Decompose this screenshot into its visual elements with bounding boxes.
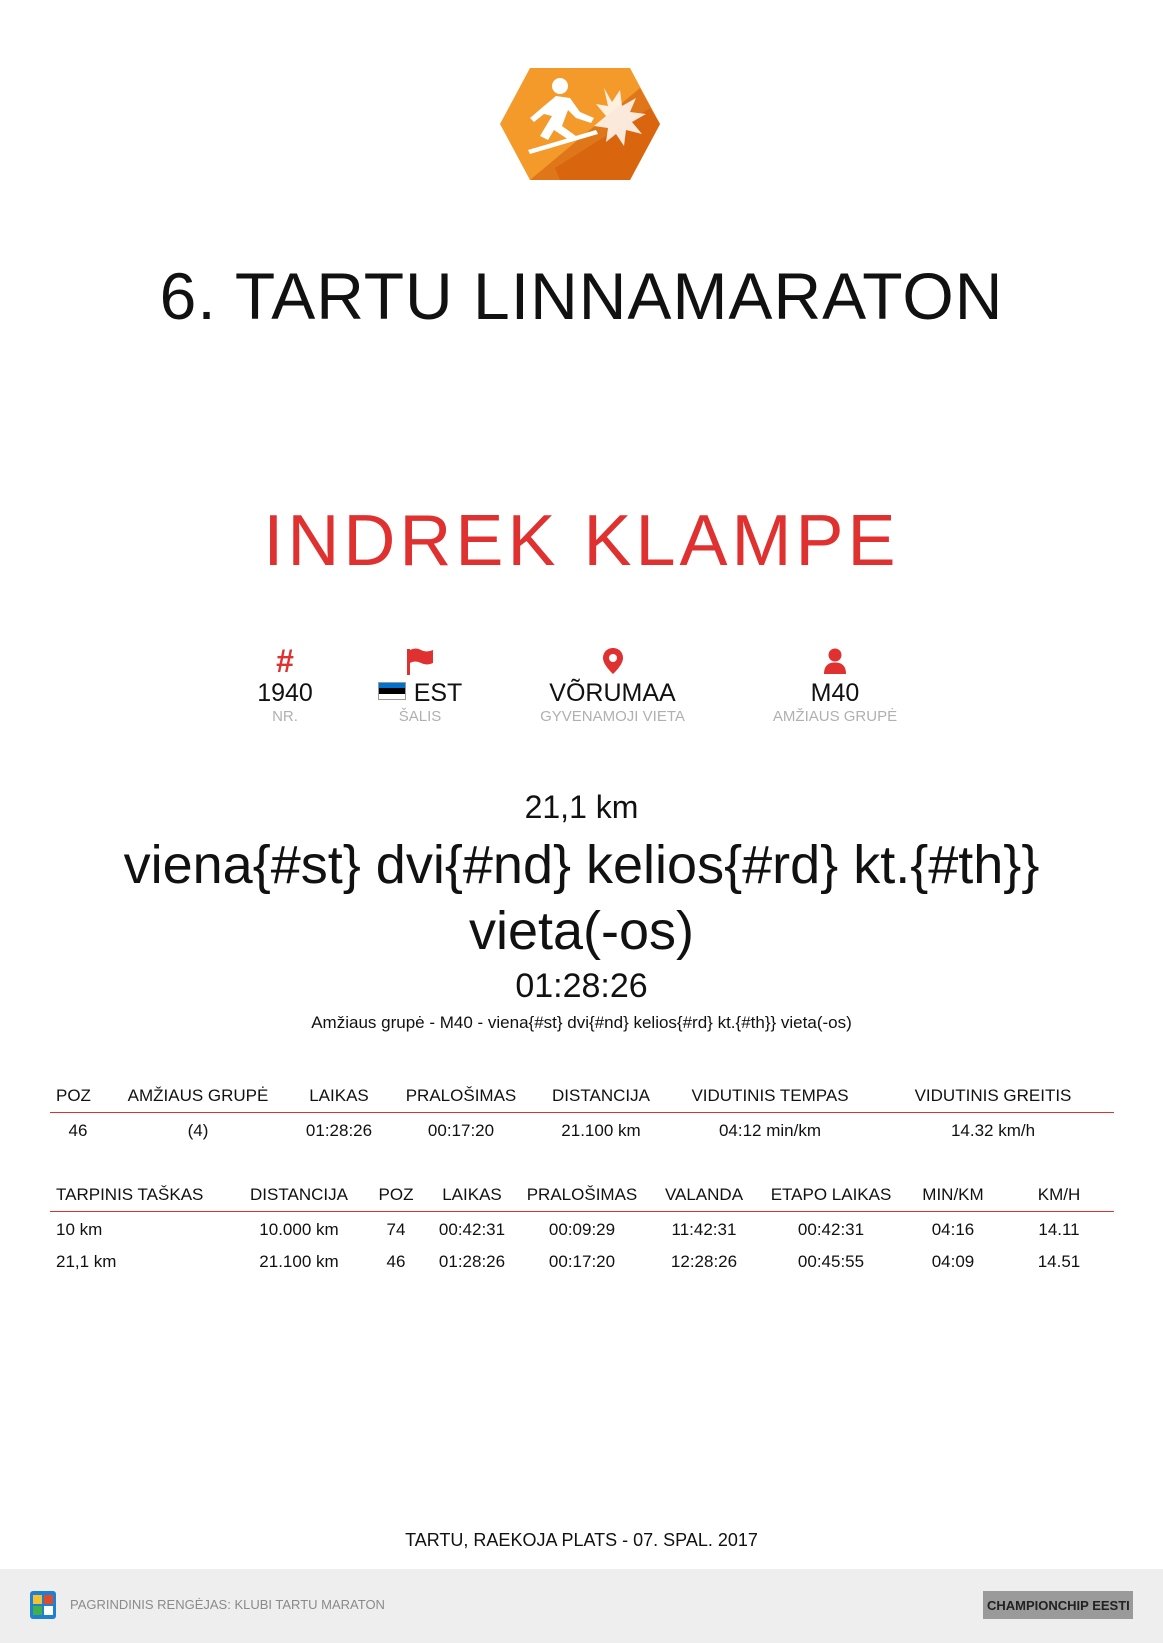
residence-value: VÕRUMAA [549,679,676,707]
table-cell: 00:45:55 [797,1252,865,1271]
table-cell: (4) [187,1121,209,1140]
column-header: PRALOŠIMAS [388,1086,534,1113]
hash-icon: # [276,643,294,679]
table-cell: 21.100 km [561,1121,641,1140]
column-header: PRALOŠIMAS [516,1185,648,1212]
info-age-group [740,646,930,726]
table-cell: 01:28:26 [438,1252,506,1271]
result-group-place: Amžiaus grupė - M40 - viena{#st} dvi{#nd} kelios{#rd} kt.{#th}} vieta(-os) [311,1013,852,1032]
info-bib-number [232,643,338,726]
table-cell: 00:09:29 [548,1220,616,1239]
table-cell: 00:42:31 [438,1220,506,1239]
column-header: MIN/KM [902,1185,1004,1212]
column-header: VALANDA [648,1185,760,1212]
column-header: AMŽIAUS GRUPĖ [106,1086,290,1113]
residence-label: GYVENAMOJI VIETA [540,708,685,725]
splits-table [50,1185,1114,1276]
table-cell: 11:42:31 [671,1220,737,1239]
table-cell: 10 km [56,1220,103,1239]
results-table [50,1086,1114,1145]
table-cell: 46 [386,1252,406,1271]
event-logo [500,68,660,180]
column-header: LAIKAS [290,1086,388,1113]
table-cell: 10.000 km [259,1220,339,1239]
location-pin-icon [602,647,624,675]
table-cell: 00:17:20 [548,1252,616,1271]
table-cell: 04:16 [931,1220,975,1239]
result-place-suffix: vieta(-os) [468,901,695,961]
table-cell: 00:42:31 [797,1220,865,1239]
table-cell: 14.32 km/h [950,1121,1036,1140]
event-title: 6. TARTU LINNAMARATON [159,259,1004,333]
results-header-row [50,1086,1114,1113]
column-header: ETAPO LAIKAS [760,1185,902,1212]
table-cell: 04:12 min/km [718,1121,822,1140]
table-cell: 21,1 km [56,1252,117,1271]
table-row [50,1212,1114,1245]
sponsor-logo-text: CHAMPIONCHIP EESTI [987,1598,1130,1613]
age-group-label: AMŽIAUS GRUPĖ [772,708,898,725]
result-time: 01:28:26 [515,967,648,1005]
table-cell: 14.51 [1037,1252,1081,1271]
bib-number-label: NR. [272,708,298,725]
championchip-logo [983,1591,1133,1619]
column-header: KM/H [1004,1185,1114,1212]
table-cell: 12:28:26 [670,1252,738,1271]
result-distance: 21,1 km [524,789,639,825]
organizer-text: PAGRINDINIS RENGĖJAS: KLUBI TARTU MARATON [70,1597,385,1612]
splits-header-row [50,1185,1114,1212]
country-value: EST [413,679,463,707]
country-label: ŠALIS [398,708,442,725]
runner-name: INDREK KLAMPE [263,501,900,581]
column-header: DISTANCIJA [234,1185,364,1212]
table-cell: 14.11 [1038,1220,1080,1239]
organizer-logo [30,1591,56,1619]
table-row [50,1244,1114,1276]
column-header: POZ [364,1185,428,1212]
column-header: TARPINIS TAŠKAS [50,1185,234,1212]
column-header: LAIKAS [428,1185,516,1212]
footer [0,1569,1163,1643]
info-residence [505,646,720,726]
table-row [50,1113,1114,1146]
column-header: VIDUTINIS TEMPAS [668,1086,872,1113]
age-group-value: M40 [810,679,860,707]
result-place: viena{#st} dvi{#nd} kelios{#rd} kt.{#th}} [123,835,1040,895]
table-cell: 21.100 km [259,1252,339,1271]
column-header: POZ [50,1086,106,1113]
flag-icon [405,647,435,675]
table-cell: 00:17:20 [427,1121,495,1140]
column-header: VIDUTINIS GREITIS [872,1086,1114,1113]
person-icon [822,647,848,675]
table-cell: 46 [68,1121,88,1140]
column-header: DISTANCIJA [534,1086,668,1113]
estonia-flag [378,682,406,700]
info-country [360,646,480,726]
table-cell: 04:09 [931,1252,975,1271]
bib-number-value: 1940 [257,679,313,707]
table-cell: 74 [386,1220,406,1239]
table-cell: 01:28:26 [305,1121,373,1140]
venue-date: TARTU, RAEKOJA PLATS - 07. SPAL. 2017 [405,1530,758,1550]
